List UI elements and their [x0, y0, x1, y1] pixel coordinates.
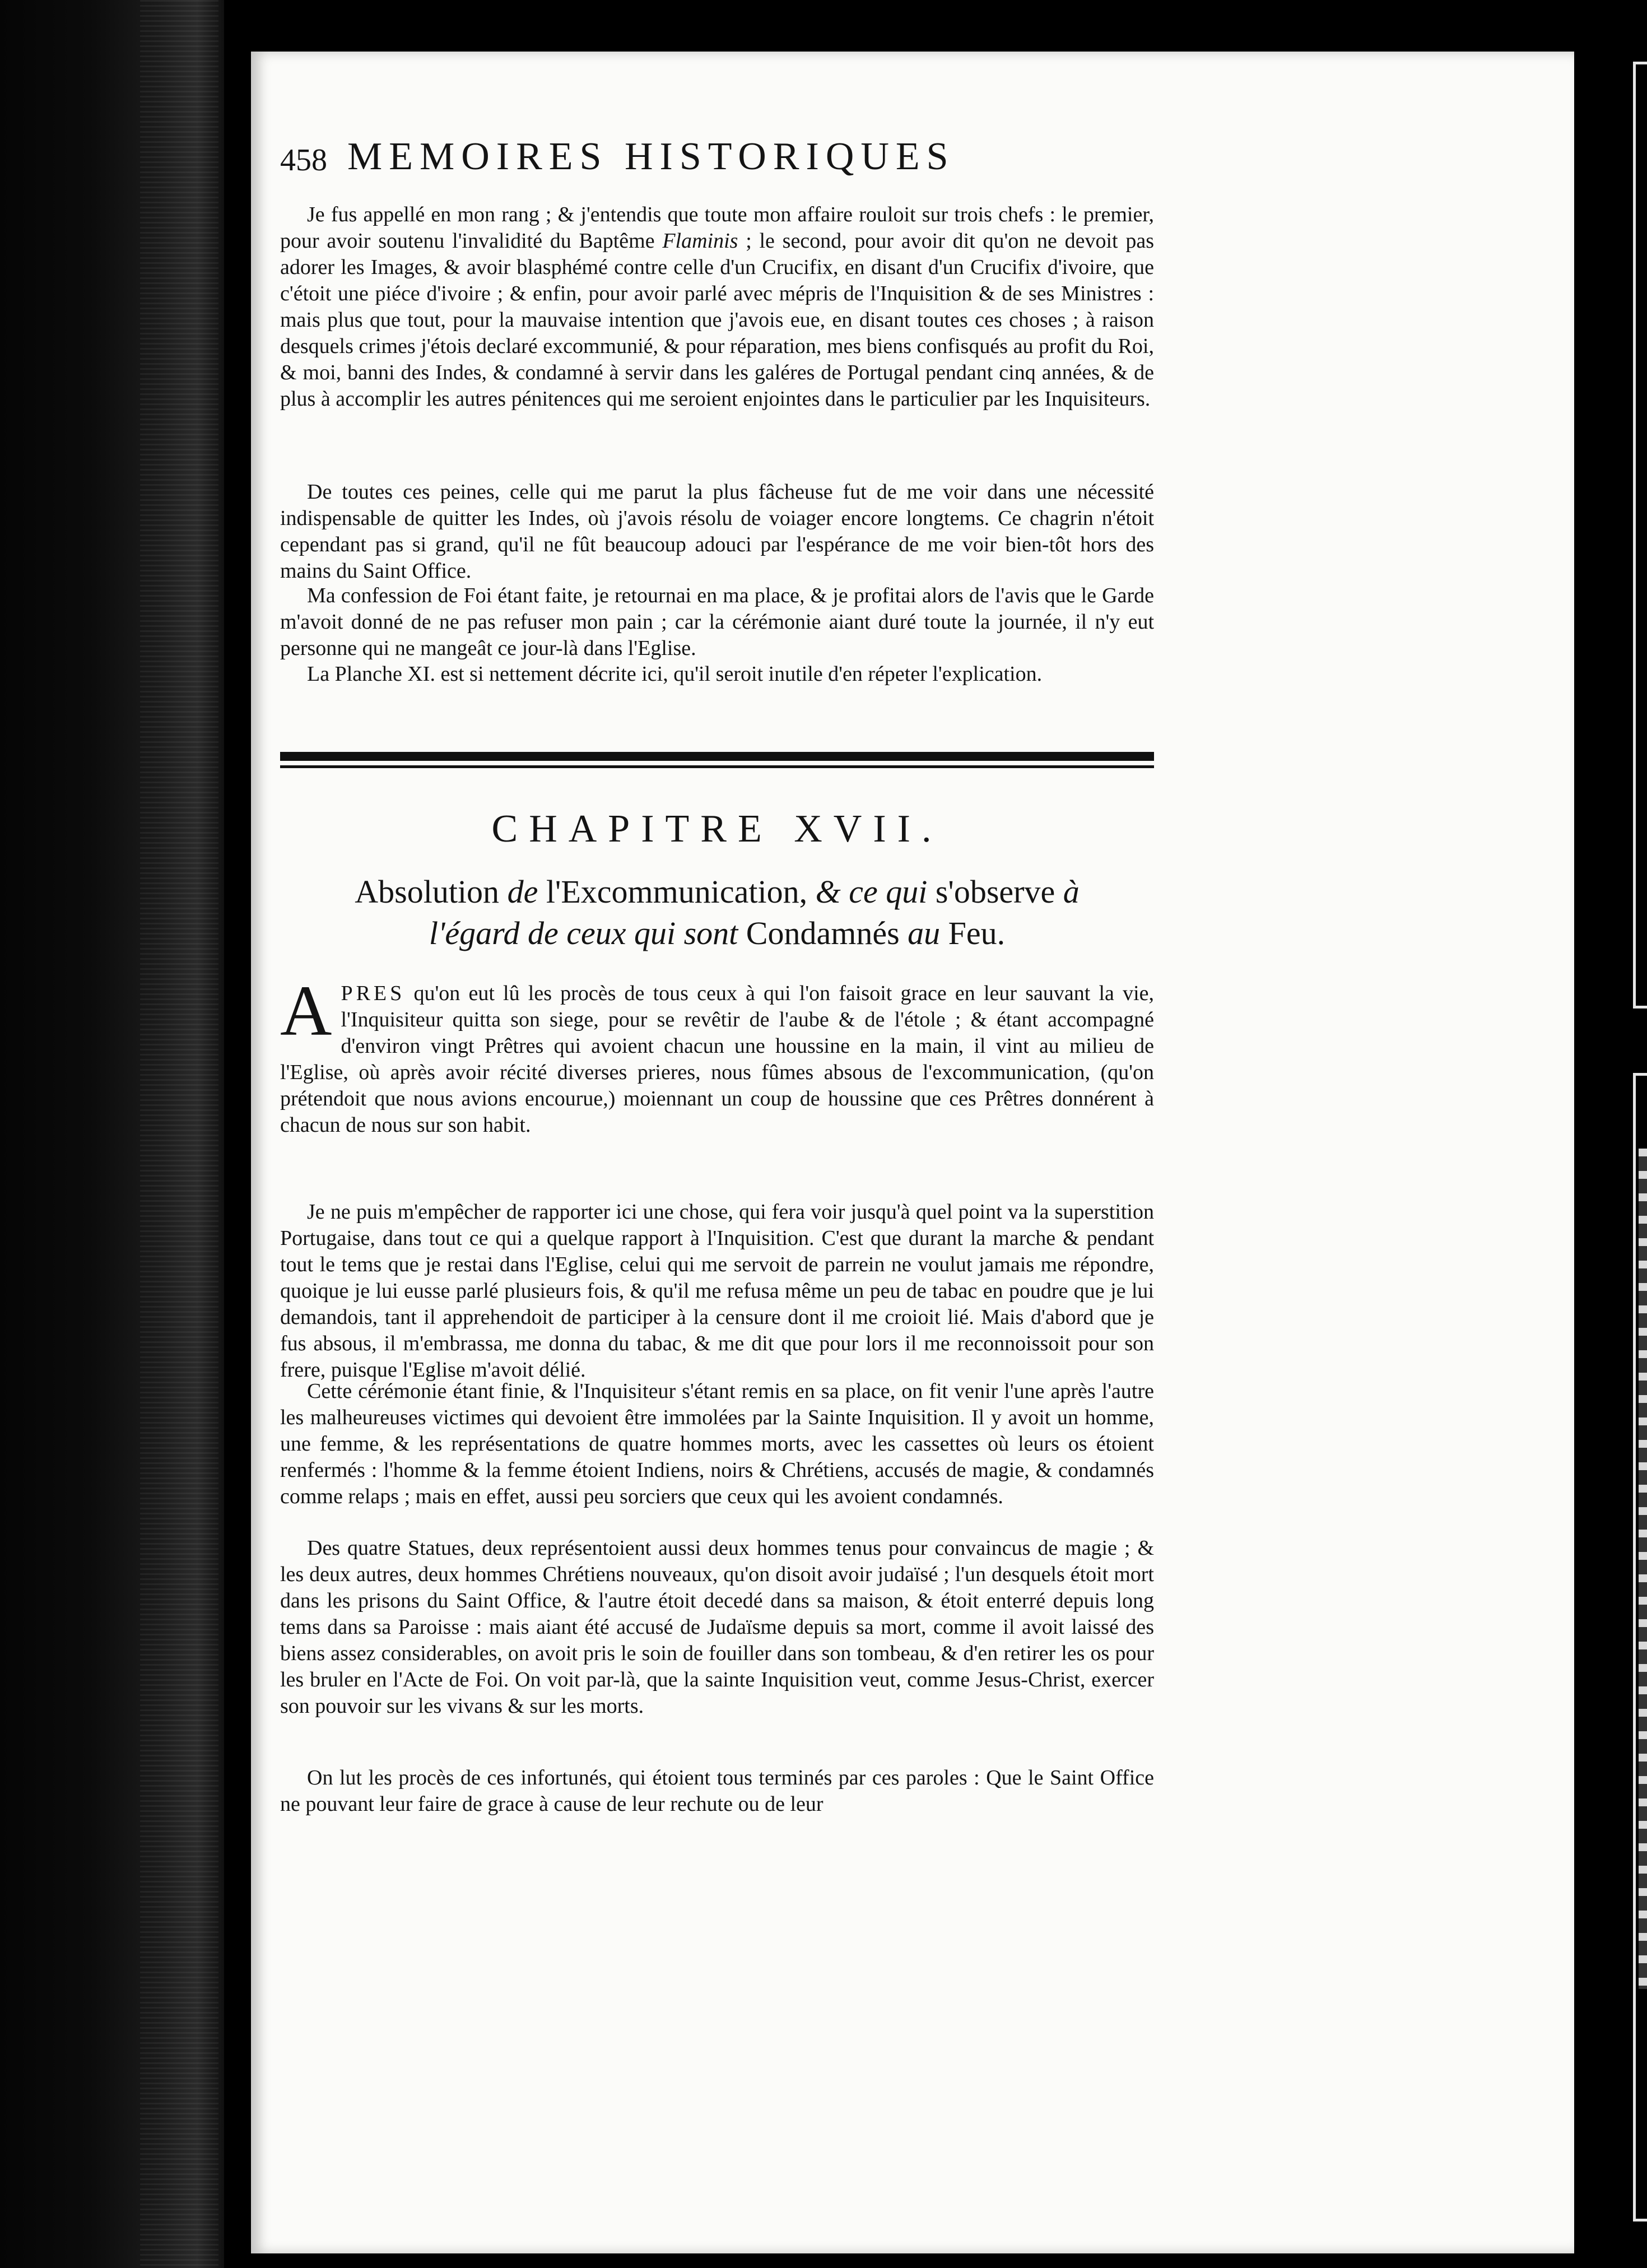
subtitle-word: Feu.	[948, 915, 1006, 951]
paragraph: Je ne puis m'empêcher de rapporter ici une chose, qui fera voir jusqu'à quel point va la superstition Portugaise, dans tout ce qui a quelque rapport à l'Inquisition. C'est que durant la marche & pendant tout le tems que je restai dans l'Eglise, celui qui me servoit de parrein ne voulut jamais me répondre, quoique je lui eusse parlé plusieurs fois, & qu'il me refusa même un peu de tabac en poudre que je lui demandois, tant il apprehendoit de participer à la censure dont il me croioit lié. Mais d'abord que je fus absous, il m'embrassa, me donna du tabac, & me dit que pour lors il me reconnoissoit pour son frere, puisque l'Eglise m'avoit délié.	[280, 1200, 1154, 1382]
subtitle-word: ce qui	[849, 873, 928, 910]
subtitle-word: s'observe	[935, 873, 1055, 910]
chapter-heading: CHAPITRE XVII.	[491, 807, 943, 850]
drop-cap: A	[280, 971, 332, 1051]
subtitle-word: Condamnés	[746, 915, 900, 951]
book-spine	[0, 0, 224, 2268]
subtitle-word: &	[815, 873, 841, 910]
subtitle-word: l'Excommunication,	[546, 873, 808, 910]
chapter-subtitle	[314, 913, 1120, 954]
subtitle-word: au	[908, 915, 941, 951]
subtitle-word: Absolution	[355, 873, 500, 910]
small-caps-opening: PRES	[341, 982, 406, 1005]
subtitle-word: l'égard de ceux qui sont	[429, 915, 738, 951]
text-run: qu'on eut lû les procès de tous ceux à qui l'on faisoit grace en leur sauvant la vie, l'Inquisiteur quitta son siege, pour se revêtir de l'aube & de l'étole ; & étant accompagné d'environ vingt Prêtres qui avoient chacun une houssine en la main, il vint au milieu de l'Eglise, où après avoir récité diverses prieres, nous fûmes absous de l'excommunication, (qu'on prétendoit que nous avions encourue,) moiennant un coup de houssine que ces Prêtres donnérent à chacun de nous sur son habit.	[280, 982, 1154, 1137]
chapter-rule	[280, 765, 1154, 768]
chapter-subtitle	[314, 871, 1120, 913]
paragraph: De toutes ces peines, celle qui me parut la plus fâcheuse fut de me voir dans une nécessité indispensable de quitter les Indes, où j'avois résolu de voiager encore longtems. Ce chagrin n'étoit cependant pas si grand, qu'il ne fût beaucoup adouci par l'espérance de me voir bien-tôt hors des mains du Saint Office.	[280, 480, 1154, 583]
facing-page-frame	[1633, 62, 1647, 1008]
paragraph: Des quatre Statues, deux représentoient aussi deux hommes tenus pour convaincus de magie ; & les deux autres, deux hommes Chrétiens nouveaux, qu'on disoit avoir judaïsé ; l'un desquels étoit mort dans les prisons du Saint Office, & l'autre étoit decedé dans sa maison, & étoit enterré depuis long tems dans sa Paroisse : mais aiant été accusé de Judaïsme depuis sa mort, comme il avoit laissé des biens assez considerables, on avoit pris le soin de fouiller dans son tombeau, & d'en retirer les os pour les bruler en l'Acte de Foi. On voit par-là, que la sainte Inquisition veut, comme Jesus-Christ, exercer son pouvoir sur les vivans & sur les morts.	[280, 1536, 1154, 1718]
facing-page-strip	[1639, 1149, 1647, 1989]
running-head	[280, 134, 1154, 196]
subtitle-word: à	[1063, 873, 1080, 910]
page-number: 458	[280, 143, 327, 178]
paragraph: On lut les procès de ces infortunés, qui étoient tous terminés par ces paroles : Que le Saint Office ne pouvant leur faire de grace à cause de leur rechute ou de leur	[280, 1766, 1154, 1816]
running-title: MEMOIRES HISTORIQUES	[347, 135, 955, 178]
text-run: Je fus appellé en mon rang ; & j'entendis que toute mon affaire rouloit sur trois chefs : le premier, pour avoir soutenu l'invalidité du Baptême	[280, 203, 1154, 253]
paragraph	[280, 202, 1154, 412]
italic-term: Flaminis	[662, 229, 738, 253]
paragraph: Ma confession de Foi étant faite, je retournai en ma place, & je profitai alors de l'avis que le Garde m'avoit donné de ne pas refuser mon pain ; car la cérémonie aiant duré toute la journée, il n'y eut personne qui ne mangeât ce jour-là dans l'Eglise.	[280, 584, 1154, 660]
paragraph: Cette cérémonie étant finie, & l'Inquisiteur s'étant remis en sa place, on fit venir l'une après l'autre les malheureuses victimes qui devoient être immolées par la Sainte Inquisition. Il y avoit un homme, une femme, & les représentations de quatre hommes morts, avec les cassettes où leurs os étoient renfermés : l'homme & la femme étoient Indiens, noirs & Chrétiens, accusés de magie, & condamnés comme relaps ; mais en effet, aussi peu sorciers que ceux qui les avoient condamnés.	[280, 1379, 1154, 1508]
paragraph	[280, 971, 1154, 1138]
chapter-rule	[280, 752, 1154, 761]
paragraph: La Planche XI. est si nettement décrite ici, qu'il seroit inutile d'en répeter l'explication.	[307, 662, 1043, 686]
text-run: ; le second, pour avoir dit qu'on ne devoit pas adorer les Images, & avoir blasphémé contre celle d'un Crucifix, en disant d'un Crucifix d'ivoire, que c'étoit une piéce d'ivoire ; & enfin, pour avoir parlé avec mépris de l'Inquisition & de ses Ministres : mais plus que tout, pour la mauvaise intention que j'avois eue, en disant toutes ces choses ; à raison desquels crimes j'étois declaré excommunié, & pour réparation, mes biens confisqués au profit du Roi, & moi, banni des Indes, & condamné à servir dans les galéres de Portugal pendant cinq années, & de plus à accomplir les autres pénitences qui me seroient enjointes dans le particulier par les Inquisiteurs.	[280, 229, 1155, 411]
subtitle-word: de	[507, 873, 538, 910]
